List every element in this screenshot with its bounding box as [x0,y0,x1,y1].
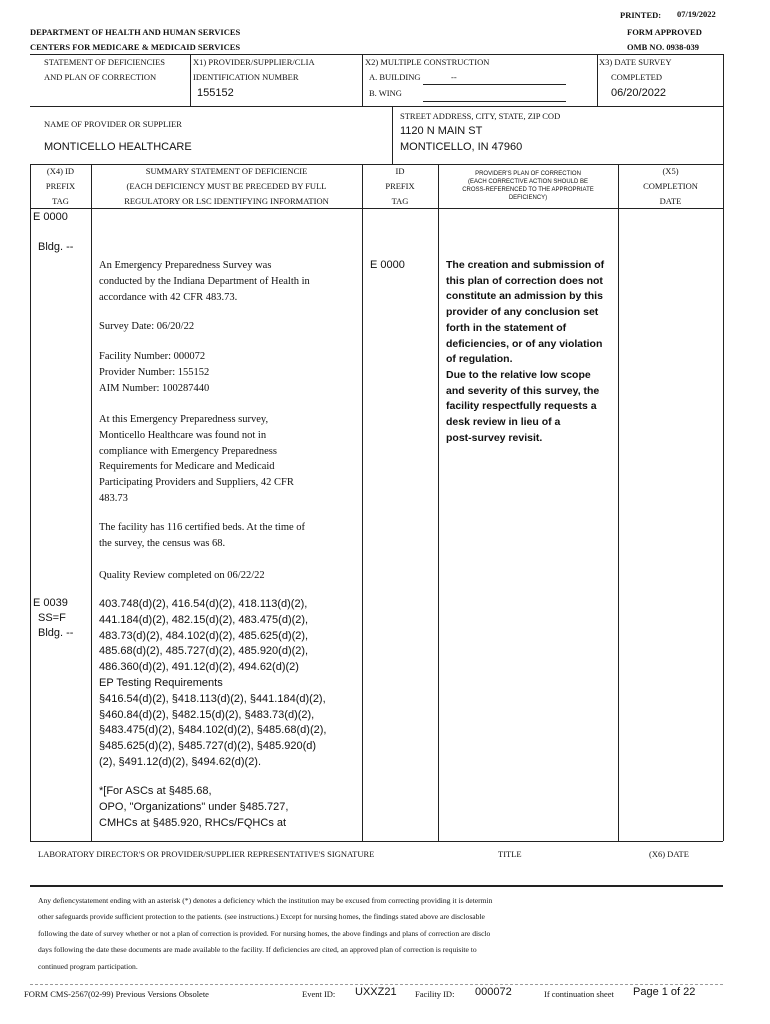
plan-of-correction-text: The creation and submission of this plan of correction does not constitute an admission by this provider of any conclusion set forth in the statement of deficiencies, or of any violation of regulation. Due to the relative low scope and severity of this survey, the facility respectfully requests a desk review in lieu of a post-survey revisit. [446,259,605,444]
plan-header-line2: (EACH CORRECTIVE ACTION SHOULD BE [467,179,589,185]
x3-sublabel: COMPLETED [611,72,662,82]
x3-label: X3) DATE SURVEY [599,57,672,67]
continuation-label: If continuation sheet [544,989,614,999]
page-number: Page 1 of 22 [633,986,696,998]
survey-date-value: 06/20/2022 [611,87,667,99]
summary-regulations: 403.748(d)(2), 416.54(d)(2), 418.113(d)(2), 441.184(d)(2), 482.15(d)(2), 483.475(d)(2), 483.73(d)(2), 484.102(d)(2), 485.625(d)(2), 485.68(d)(2), 485.727(d)(2), 485.920(d)(2), 486.360(d)(2), 491.12(d)(2), 494.62(d)(2) EP Testing Requirements §416.54(d)(2), §418.113(d)(2), §441.184(d)(2), §460.84(d)(2), §482.15(d)(2), §483.73(d)(2), §483.475(d)(2), §484.102(d)(2), §485.68(d)(2), §485.625(d)(2), §485.727(d)(2), §485.920(d) (2), §491.12(d)(2), §494.62(d)(2). [99,598,327,768]
summary-beds-census: The facility has 116 certified beds. At the time of the survey, the census was 68. [99,522,306,549]
x2-label: X2) MULTIPLE CONSTRUCTION [365,57,490,67]
building-value: -- [451,72,457,82]
x1-sublabel: IDENTIFICATION NUMBER [193,72,299,82]
id-tag-e0000: E 0000 [370,259,405,271]
plan-header-line1: PROVIDER'S PLAN OF CORRECTION [475,171,581,177]
id-header-line1: ID [395,166,405,176]
x5-header-line3: DATE [659,196,682,206]
building-tag-2: Bldg. -- [38,627,74,639]
summary-paragraph-1: An Emergency Preparedness Survey was conducted by the Indiana Department of Health in accordance with 42 CFR 483.73. [99,260,310,303]
summary-header-line1: SUMMARY STATEMENT OF DEFICIENCIE [145,166,308,176]
cms-title: CENTERS FOR MEDICARE & MEDICAID SERVICES [30,42,241,52]
summary-header-line2: (EACH DEFICIENCY MUST BE PRECEDED BY FULL [126,181,327,191]
x1-label: X1) PROVIDER/SUPPLIER/CLIA [193,57,315,67]
building-label: A. BUILDING [369,72,421,82]
plan-header-line3: CROSS-REFERENCED TO THE APPROPRIATE [462,187,594,193]
event-id-label: Event ID: [302,989,336,999]
disclaimer-text: Any defiencystatement ending with an asterisk (*) denotes a deficiency which the institution may be excused from correcting providing it is determin other safeguards provide sufficient protection to the patients. (see instructions.) Except for nursing homes, the findings stated above are disclosable following the date of survey whether or not a plan of correction is provided. For nursing homes, the above findings and plans of correction are disclo days following the date these documents are made available to the facility. If deficiencies are cited, an approved plan of correction is requisite to continued program participation. [38,896,493,971]
provider-name-label: NAME OF PROVIDER OR SUPPLIER [44,119,182,129]
prefix-tag-e0000: E 0000 [33,211,68,223]
statement-label-line2: AND PLAN OF CORRECTION [44,72,157,82]
footer-divider [30,984,723,985]
printed-date: 07/19/2022 [677,9,716,19]
id-header-line2: PREFIX [385,181,415,191]
form-approved: FORM APPROVED [627,27,702,37]
summary-asc-note: *[For ASCs at §485.68, OPO, "Organizations" under §485.727, CMHCs at §485.920, RHCs/FQHCs at [99,785,289,829]
summary-quality-review: Quality Review completed on 06/22/22 [99,570,265,581]
x4-header-line2: PREFIX [45,181,76,191]
address-label: STREET ADDRESS, CITY, STATE, ZIP COD [400,111,561,121]
id-header-line3: TAG [391,196,409,206]
summary-facility-numbers: Facility Number: 000072 Provider Number: 155152 AIM Number: 100287440 [99,351,210,394]
form-number: FORM CMS-2567(02-99) Previous Versions Obsolete [24,989,209,999]
statement-label-line1: STATEMENT OF DEFICIENCIES [44,57,166,67]
x5-header-line2: COMPLETION [643,181,698,191]
summary-header-line3: REGULATORY OR LSC IDENTIFYING INFORMATION [124,196,329,206]
department-title: DEPARTMENT OF HEALTH AND HUMAN SERVICES [30,27,241,37]
address-line1: 1120 N MAIN ST [400,125,483,137]
address-line2: MONTICELLO, IN 47960 [400,141,523,153]
summary-survey-date: Survey Date: 06/20/22 [99,321,195,332]
title-label: TITLE [498,849,522,859]
x5-header-line1: (X5) [662,166,679,176]
omb-number: OMB NO. 0938-039 [627,42,700,52]
scope-severity-tag: SS=F [38,612,66,624]
x4-header-line3: TAG [52,196,69,206]
facility-id-value: 000072 [475,986,512,998]
provider-name-value: MONTICELLO HEALTHCARE [44,141,192,153]
signature-label: LABORATORY DIRECTOR'S OR PROVIDER/SUPPLIER REPRESENTATIVE'S SIGNATURE [38,849,375,859]
event-id-value: UXXZ21 [355,986,397,998]
building-tag-1: Bldg. -- [38,241,74,253]
wing-label: B. WING [369,88,402,98]
signature-divider [30,885,723,887]
facility-id-label: Facility ID: [415,989,455,999]
date-label: (X6) DATE [649,849,689,859]
x4-header-line1: (X4) ID [46,166,75,176]
summary-paragraph-compliance: At this Emergency Preparedness survey, Monticello Healthcare was found not in compliance with Emergency Preparedness Requirements for Medicare and Medicaid Participating Providers and Suppliers, 42 CFR 483.73 [99,414,294,504]
plan-header-line4: DEFICIENCY) [508,195,548,201]
printed-label: PRINTED: [620,10,662,20]
provider-id-value: 155152 [197,87,234,99]
prefix-tag-e0039: E 0039 [33,597,68,609]
